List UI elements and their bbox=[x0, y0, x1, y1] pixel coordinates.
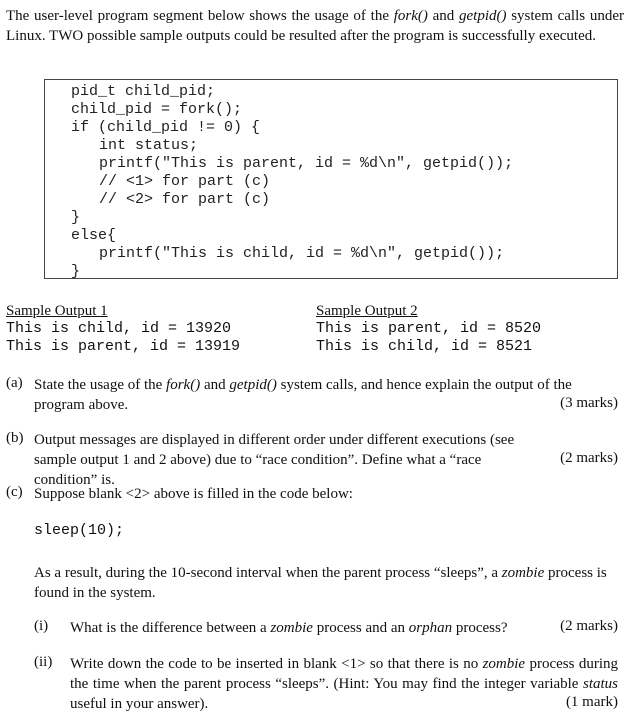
question-c-ii bbox=[34, 654, 618, 716]
question-c-paragraph-2: process is found in the system. bbox=[34, 565, 607, 601]
intro-and: and bbox=[427, 8, 459, 24]
fork-term: fork() bbox=[393, 8, 428, 24]
question-c-paragraph-1: As a result, during the 10-second interval when the parent process “sleeps”, a bbox=[34, 565, 502, 581]
code-line-8: } bbox=[71, 209, 81, 226]
question-b bbox=[6, 430, 618, 488]
question-c-i-label: (i) bbox=[34, 618, 49, 634]
orphan-term: orphan bbox=[408, 620, 453, 636]
intro-text-2: system calls under Linux. TWO possible sample outputs could be resulted after the program is successfully executed. bbox=[6, 8, 624, 44]
code-line-9: else{ bbox=[71, 227, 117, 244]
question-a-text bbox=[34, 375, 618, 415]
question-c-ii-zombie-term: zombie bbox=[482, 656, 526, 672]
question-b-label: (b) bbox=[6, 430, 24, 446]
question-c-ii-text-2: process during the time when the parent process “sleeps”. (Hint: You may find the integer variable bbox=[70, 656, 618, 692]
question-a-label: (a) bbox=[6, 375, 23, 391]
sample-output-1-title: Sample Output 1 bbox=[6, 303, 108, 319]
question-c-ii-text-1: Write down the code to be inserted in blank <1> so that there is no bbox=[70, 656, 483, 672]
sample-output-2-line-1: This is parent, id = 8520 bbox=[316, 320, 542, 337]
question-a-marks: (3 marks) bbox=[560, 395, 618, 411]
question-a bbox=[6, 375, 618, 417]
question-c-label: (c) bbox=[6, 484, 23, 500]
intro-paragraph bbox=[6, 6, 624, 46]
intro-text-1: The user-level program segment below shows the usage of the bbox=[6, 8, 394, 24]
question-b-text: Output messages are displayed in different order under different executions (see sample output 1 and 2 above) due to “race condition”. Define what a “race condition” is. bbox=[34, 432, 515, 488]
question-c-i-text-3: process? bbox=[452, 620, 508, 636]
question-c-text: Suppose blank <2> above is filled in the code below: bbox=[34, 486, 353, 502]
sample-output-2 bbox=[316, 302, 541, 356]
code-line-2: child_pid = fork(); bbox=[71, 101, 243, 118]
question-c-i-text-2: process and an bbox=[312, 620, 409, 636]
code-line-7: // <2> for part (c) bbox=[99, 191, 271, 208]
question-a-getpid-term: getpid() bbox=[229, 377, 277, 393]
zombie-term: zombie bbox=[501, 565, 545, 581]
sample-output-2-line-2: This is child, id = 8521 bbox=[316, 338, 533, 355]
question-c-i-text bbox=[70, 618, 510, 638]
question-b-marks: (2 marks) bbox=[560, 450, 618, 466]
question-a-fork-term: fork() bbox=[166, 377, 201, 393]
code-line-6: // <1> for part (c) bbox=[99, 173, 271, 190]
getpid-term: getpid() bbox=[459, 8, 507, 24]
code-line-5: printf("This is parent, id = %d\n", getpid()); bbox=[99, 155, 514, 172]
question-c-paragraph bbox=[34, 563, 618, 603]
question-a-text-1: State the usage of the bbox=[34, 377, 167, 393]
question-c-i-text-1: What is the difference between a bbox=[70, 620, 271, 636]
code-line-3: if (child_pid != 0) { bbox=[71, 119, 261, 136]
code-box bbox=[44, 79, 618, 279]
sample-output-2-title: Sample Output 2 bbox=[316, 303, 418, 319]
question-c-ii-label: (ii) bbox=[34, 654, 53, 670]
sleep-code: sleep(10); bbox=[34, 522, 125, 539]
question-c-ii-text-3: useful in your answer). bbox=[70, 696, 209, 712]
question-a-text-2: system calls, and hence explain the output of the program above. bbox=[34, 377, 572, 413]
sample-output-1-line-2: This is parent, id = 13919 bbox=[6, 338, 241, 355]
code-line-11: } bbox=[71, 263, 81, 280]
question-c-ii-text bbox=[70, 654, 618, 714]
question-c-i-marks: (2 marks) bbox=[560, 618, 618, 634]
code-line-1: pid_t child_pid; bbox=[71, 83, 216, 100]
question-a-and: and bbox=[200, 377, 230, 393]
question-c-ii-marks: (1 mark) bbox=[565, 694, 618, 710]
question-c-i-zombie-term: zombie bbox=[270, 620, 313, 636]
status-term: status bbox=[582, 676, 618, 692]
code-line-10: printf("This is child, id = %d\n", getpid()); bbox=[99, 245, 505, 262]
sample-output-1 bbox=[6, 302, 240, 356]
code-line-4: int status; bbox=[99, 137, 199, 154]
question-c-i bbox=[34, 618, 618, 640]
sample-output-1-line-1: This is child, id = 13920 bbox=[6, 320, 232, 337]
